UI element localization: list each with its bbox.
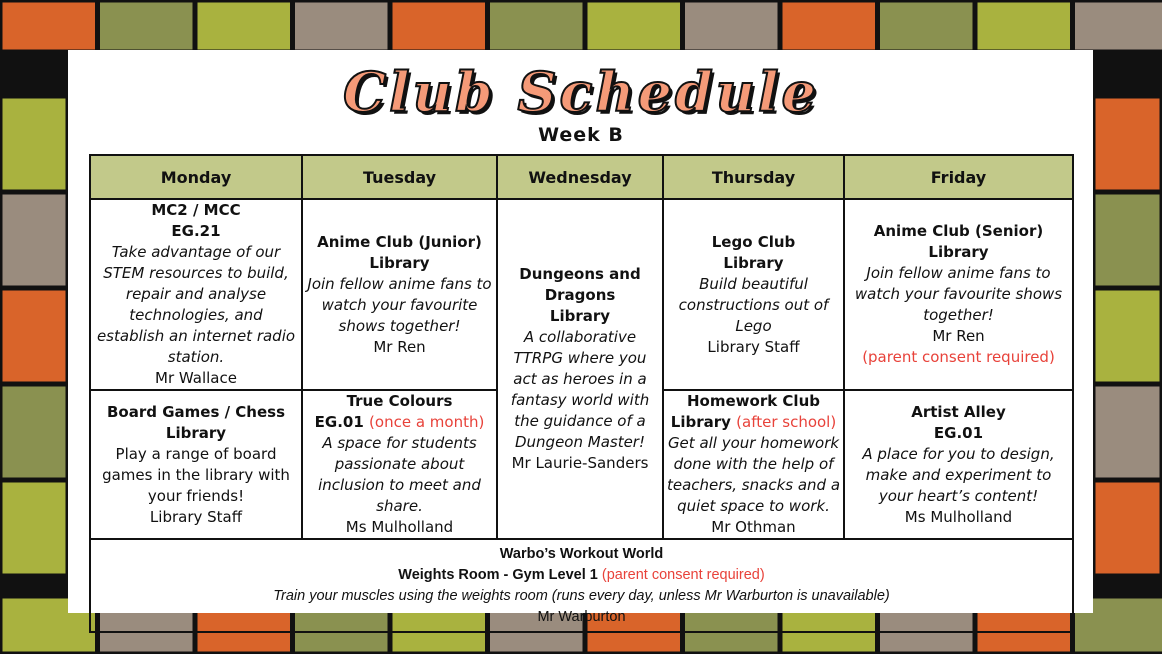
club-description: Take advantage of our STEM resources to build, repair and analyse technologies, and establish an internet radio station. <box>96 243 296 366</box>
club-location: Library <box>549 307 611 325</box>
club-teacher: Mr Wallace <box>155 369 237 387</box>
border-tile <box>0 288 68 384</box>
club-cell-board-games <box>90 390 302 539</box>
week-label: Week B <box>538 124 624 146</box>
club-name: MC2 / MCC <box>151 201 241 219</box>
club-location-line <box>667 412 840 433</box>
schedule-row-full-week <box>90 539 1073 632</box>
border-tile <box>1093 480 1162 576</box>
club-description: Join fellow anime fans to watch your favourite shows together! <box>854 264 1063 324</box>
club-cell-homework <box>663 390 844 539</box>
club-note: (once a month) <box>369 413 485 431</box>
club-description: Get all your homework done with the help of teachers, snacks and a quiet space to work. <box>667 434 841 515</box>
club-name: Anime Club (Senior) <box>873 222 1044 240</box>
border-tile <box>0 192 68 288</box>
schedule-table <box>89 154 1074 633</box>
club-location: Library <box>670 413 731 431</box>
border-tile <box>1093 192 1162 288</box>
club-description: Build beautiful constructions out of Lego <box>678 274 829 335</box>
club-description: A place for you to design, make and experiment to your heart’s content! <box>862 444 1055 505</box>
border-tile <box>1093 384 1162 480</box>
club-location: Library <box>369 253 430 272</box>
border-tile <box>0 480 68 576</box>
club-description: Play a range of board games in the library with your friends! <box>102 444 290 505</box>
border-tile <box>1093 288 1162 384</box>
club-description: Train your muscles using the weights room (runs every day, unless Mr Warburton is unavailable) <box>273 587 890 604</box>
club-teacher: Library Staff <box>707 337 800 356</box>
day-header-wednesday: Wednesday <box>497 155 663 199</box>
club-cell-anime-senior <box>844 199 1073 390</box>
club-name: Dungeons and Dragons <box>519 265 641 304</box>
border-tile <box>0 0 98 52</box>
day-header-tuesday: Tuesday <box>302 155 497 199</box>
club-name: Warbo’s Workout World <box>499 545 664 562</box>
club-location-line <box>306 412 493 433</box>
day-header-friday: Friday <box>844 155 1073 199</box>
border-tile <box>585 0 683 52</box>
border-tile <box>878 0 976 52</box>
club-teacher: Mr Ren <box>373 337 426 356</box>
club-cell-lego <box>663 199 844 390</box>
border-tile <box>390 0 488 52</box>
club-teacher: Mr Laurie-Sanders <box>511 454 649 472</box>
schedule-row <box>90 199 1073 390</box>
border-tile <box>0 384 68 480</box>
border-tile <box>293 0 391 52</box>
club-location: EG.21 <box>171 222 221 240</box>
club-teacher: Library Staff <box>149 507 243 526</box>
club-teacher: Mr Othman <box>711 518 796 536</box>
club-name: Homework Club <box>687 392 820 410</box>
club-name: True Colours <box>346 392 453 410</box>
club-location: EG.01 <box>933 423 984 442</box>
club-description: Join fellow anime fans to watch your favourite shows together! <box>307 274 492 335</box>
club-name: Artist Alley <box>911 402 1006 421</box>
club-note: (parent consent required) <box>601 566 765 583</box>
club-cell-anime-junior <box>302 199 497 390</box>
club-location: Library <box>928 243 989 261</box>
club-name: Lego Club <box>711 232 796 251</box>
club-teacher: Mr Ren <box>932 327 985 345</box>
club-location: Library <box>723 253 784 272</box>
club-cell-mc2 <box>90 199 302 390</box>
club-cell-dnd <box>497 199 663 539</box>
club-name: Board Games / Chess <box>106 402 286 421</box>
day-header-thursday: Thursday <box>663 155 844 199</box>
border-tile <box>488 0 586 52</box>
header-row <box>90 155 1073 199</box>
club-location: Library <box>165 423 227 442</box>
border-tile <box>98 0 196 52</box>
club-teacher: Ms Mulholland <box>904 507 1013 526</box>
club-teacher: Ms Mulholland <box>345 518 454 536</box>
club-location: Weights Room - Gym Level 1 <box>398 566 598 583</box>
club-note: (parent consent required) <box>862 348 1055 366</box>
club-teacher: Mr Warburton <box>537 608 626 625</box>
club-description: A collaborative TTRPG where you act as heroes in a fantasy world with the guidance of a Dungeon Master! <box>510 328 650 451</box>
club-location-line <box>94 565 1069 586</box>
border-tile <box>975 0 1073 52</box>
border-tile <box>195 0 293 52</box>
club-cell-workout <box>90 539 1073 632</box>
club-note: (after school) <box>736 413 837 431</box>
page-title: Club Schedule <box>343 60 819 124</box>
club-location: EG.01 <box>314 413 364 431</box>
border-tile <box>683 0 781 52</box>
club-description: A space for students passionate about inclusion to meet and share. <box>318 434 481 515</box>
day-header-monday: Monday <box>90 155 302 199</box>
border-tile <box>780 0 878 52</box>
club-cell-true-colours <box>302 390 497 539</box>
club-name: Anime Club (Junior) <box>317 232 482 251</box>
border-tile <box>1073 0 1162 52</box>
club-cell-artist-alley <box>844 390 1073 539</box>
